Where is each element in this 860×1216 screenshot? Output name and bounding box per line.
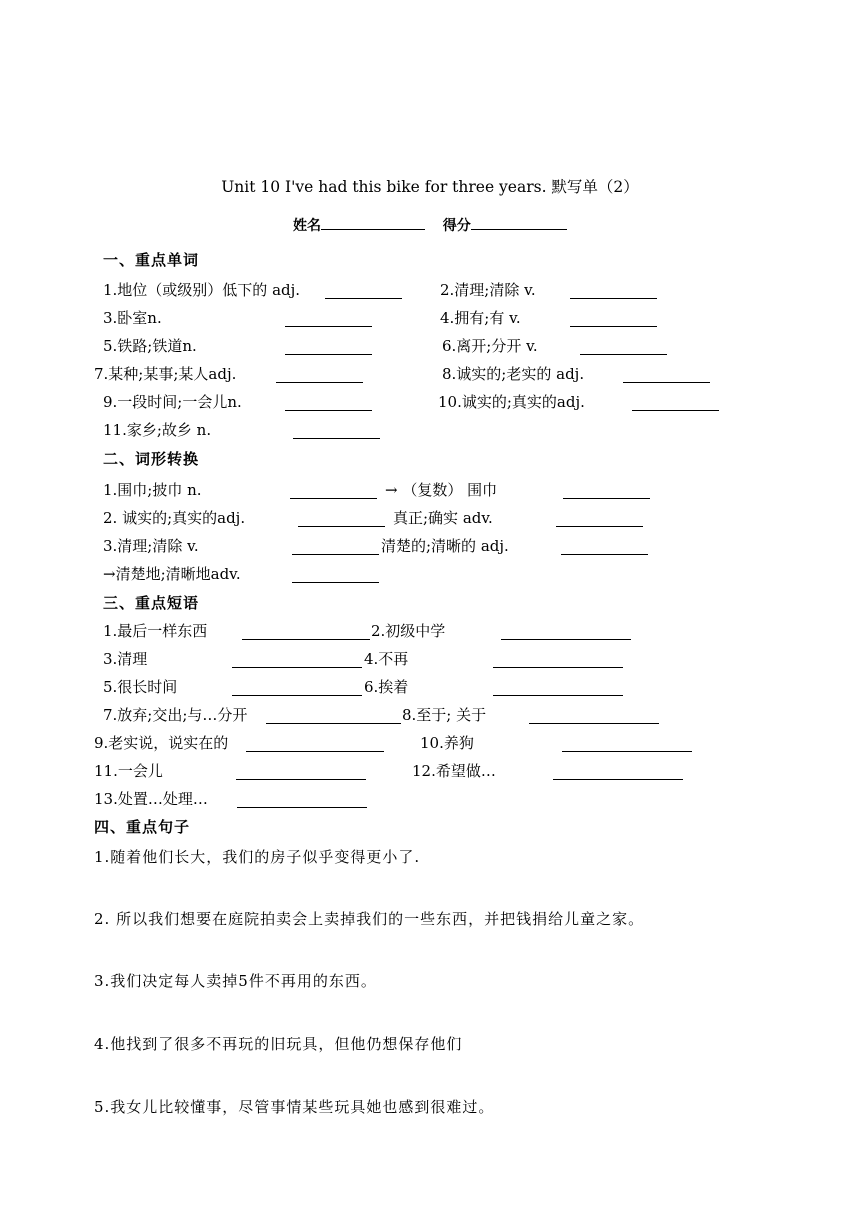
phrase-item-13: 13.处置…处理… <box>94 790 208 808</box>
form-item-2: 2. 诚实的;真实的adj. <box>103 509 246 527</box>
answer-blank[interactable] <box>290 498 377 499</box>
answer-blank[interactable] <box>553 779 683 780</box>
answer-blank[interactable] <box>493 667 623 668</box>
section-heading-forms: 二、词形转换 <box>103 450 200 468</box>
phrase-item-3: 3.清理 <box>103 650 148 668</box>
answer-blank[interactable] <box>232 695 362 696</box>
answer-blank[interactable] <box>266 723 401 724</box>
page-title: Unit 10 I've had this bike for three years. 默写单（2） <box>221 178 639 196</box>
form-item-4: →清楚地;清晰地adv. <box>103 565 241 583</box>
word-item-5: 5.铁路;铁道n. <box>103 337 197 355</box>
answer-blank[interactable] <box>325 298 402 299</box>
answer-blank[interactable] <box>570 326 657 327</box>
answer-blank[interactable] <box>232 667 362 668</box>
answer-blank[interactable] <box>493 695 623 696</box>
answer-blank[interactable] <box>562 751 692 752</box>
answer-blank[interactable] <box>570 298 657 299</box>
section-heading-words: 一、重点单词 <box>103 251 200 269</box>
sentence-item-1: 1.随着他们长大，我们的房子似乎变得更小了. <box>94 848 421 866</box>
word-item-7: 7.某种;某事;某人adj. <box>94 365 237 383</box>
phrase-item-1: 1.最后一样东西 <box>103 622 208 640</box>
answer-blank[interactable] <box>237 807 367 808</box>
answer-blank[interactable] <box>292 554 379 555</box>
answer-blank[interactable] <box>529 723 659 724</box>
word-item-6: 6.离开;分开 v. <box>442 337 538 355</box>
phrase-item-2: 2.初级中学 <box>371 622 446 640</box>
section-heading-sentences: 四、重点句子 <box>94 818 191 836</box>
answer-blank[interactable] <box>285 326 372 327</box>
answer-blank[interactable] <box>501 639 631 640</box>
phrase-item-7: 7.放弃;交出;与…分开 <box>103 706 248 724</box>
form-item-3-target: 清楚的;清晰的 adj. <box>381 537 509 555</box>
sentence-item-3: 3.我们决定每人卖掉5件不再用的东西。 <box>94 972 377 990</box>
answer-blank[interactable] <box>580 354 667 355</box>
answer-blank[interactable] <box>293 438 380 439</box>
phrase-item-4: 4.不再 <box>364 650 409 668</box>
phrase-item-6: 6.挨着 <box>364 678 409 696</box>
name-score-bar <box>293 216 567 233</box>
sentence-item-4: 4.他找到了很多不再玩的旧玩具，但他仍想保存他们 <box>94 1035 463 1053</box>
answer-blank[interactable] <box>623 382 710 383</box>
word-item-9: 9.一段时间;一会儿n. <box>103 393 242 411</box>
score-label: 得分 <box>442 218 471 234</box>
word-item-3: 3.卧室n. <box>103 309 162 327</box>
answer-blank[interactable] <box>632 410 719 411</box>
sentence-item-2: 2. 所以我们想要在庭院拍卖会上卖掉我们的一些东西，并把钱捐给儿童之家。 <box>94 910 645 928</box>
form-item-3: 3.清理;清除 v. <box>103 537 199 555</box>
phrase-item-5: 5.很长时间 <box>103 678 178 696</box>
score-blank[interactable] <box>471 216 567 230</box>
word-item-4: 4.拥有;有 v. <box>440 309 521 327</box>
form-item-1-target: → （复数） 围巾 <box>385 481 498 499</box>
word-item-2: 2.清理;清除 v. <box>440 281 536 299</box>
word-item-11: 11.家乡;故乡 n. <box>103 421 212 439</box>
word-item-1: 1.地位（或级别）低下的 adj. <box>103 281 301 299</box>
sentence-item-5: 5.我女儿比较懂事，尽管事情某些玩具她也感到很难过。 <box>94 1098 495 1116</box>
answer-blank[interactable] <box>246 751 384 752</box>
answer-blank[interactable] <box>276 382 363 383</box>
name-blank[interactable] <box>321 216 425 230</box>
phrase-item-10: 10.养狗 <box>420 734 474 752</box>
answer-blank[interactable] <box>285 354 372 355</box>
answer-blank[interactable] <box>298 526 385 527</box>
answer-blank[interactable] <box>563 498 650 499</box>
answer-blank[interactable] <box>556 526 643 527</box>
answer-blank[interactable] <box>561 554 648 555</box>
phrase-item-11: 11.一会儿 <box>94 762 163 780</box>
phrase-item-9: 9.老实说，说实在的 <box>94 734 229 752</box>
form-item-2-target: 真正;确实 adv. <box>393 509 493 527</box>
answer-blank[interactable] <box>236 779 366 780</box>
phrase-item-12: 12.希望做… <box>412 762 496 780</box>
phrase-item-8: 8.至于; 关于 <box>402 706 487 724</box>
answer-blank[interactable] <box>242 639 370 640</box>
word-item-8: 8.诚实的;老实的 adj. <box>442 365 585 383</box>
answer-blank[interactable] <box>292 582 379 583</box>
word-item-10: 10.诚实的;真实的adj. <box>438 393 585 411</box>
form-item-1: 1.围巾;披巾 n. <box>103 481 202 499</box>
section-heading-phrases: 三、重点短语 <box>103 594 200 612</box>
answer-blank[interactable] <box>285 410 372 411</box>
name-label: 姓名 <box>293 218 321 234</box>
